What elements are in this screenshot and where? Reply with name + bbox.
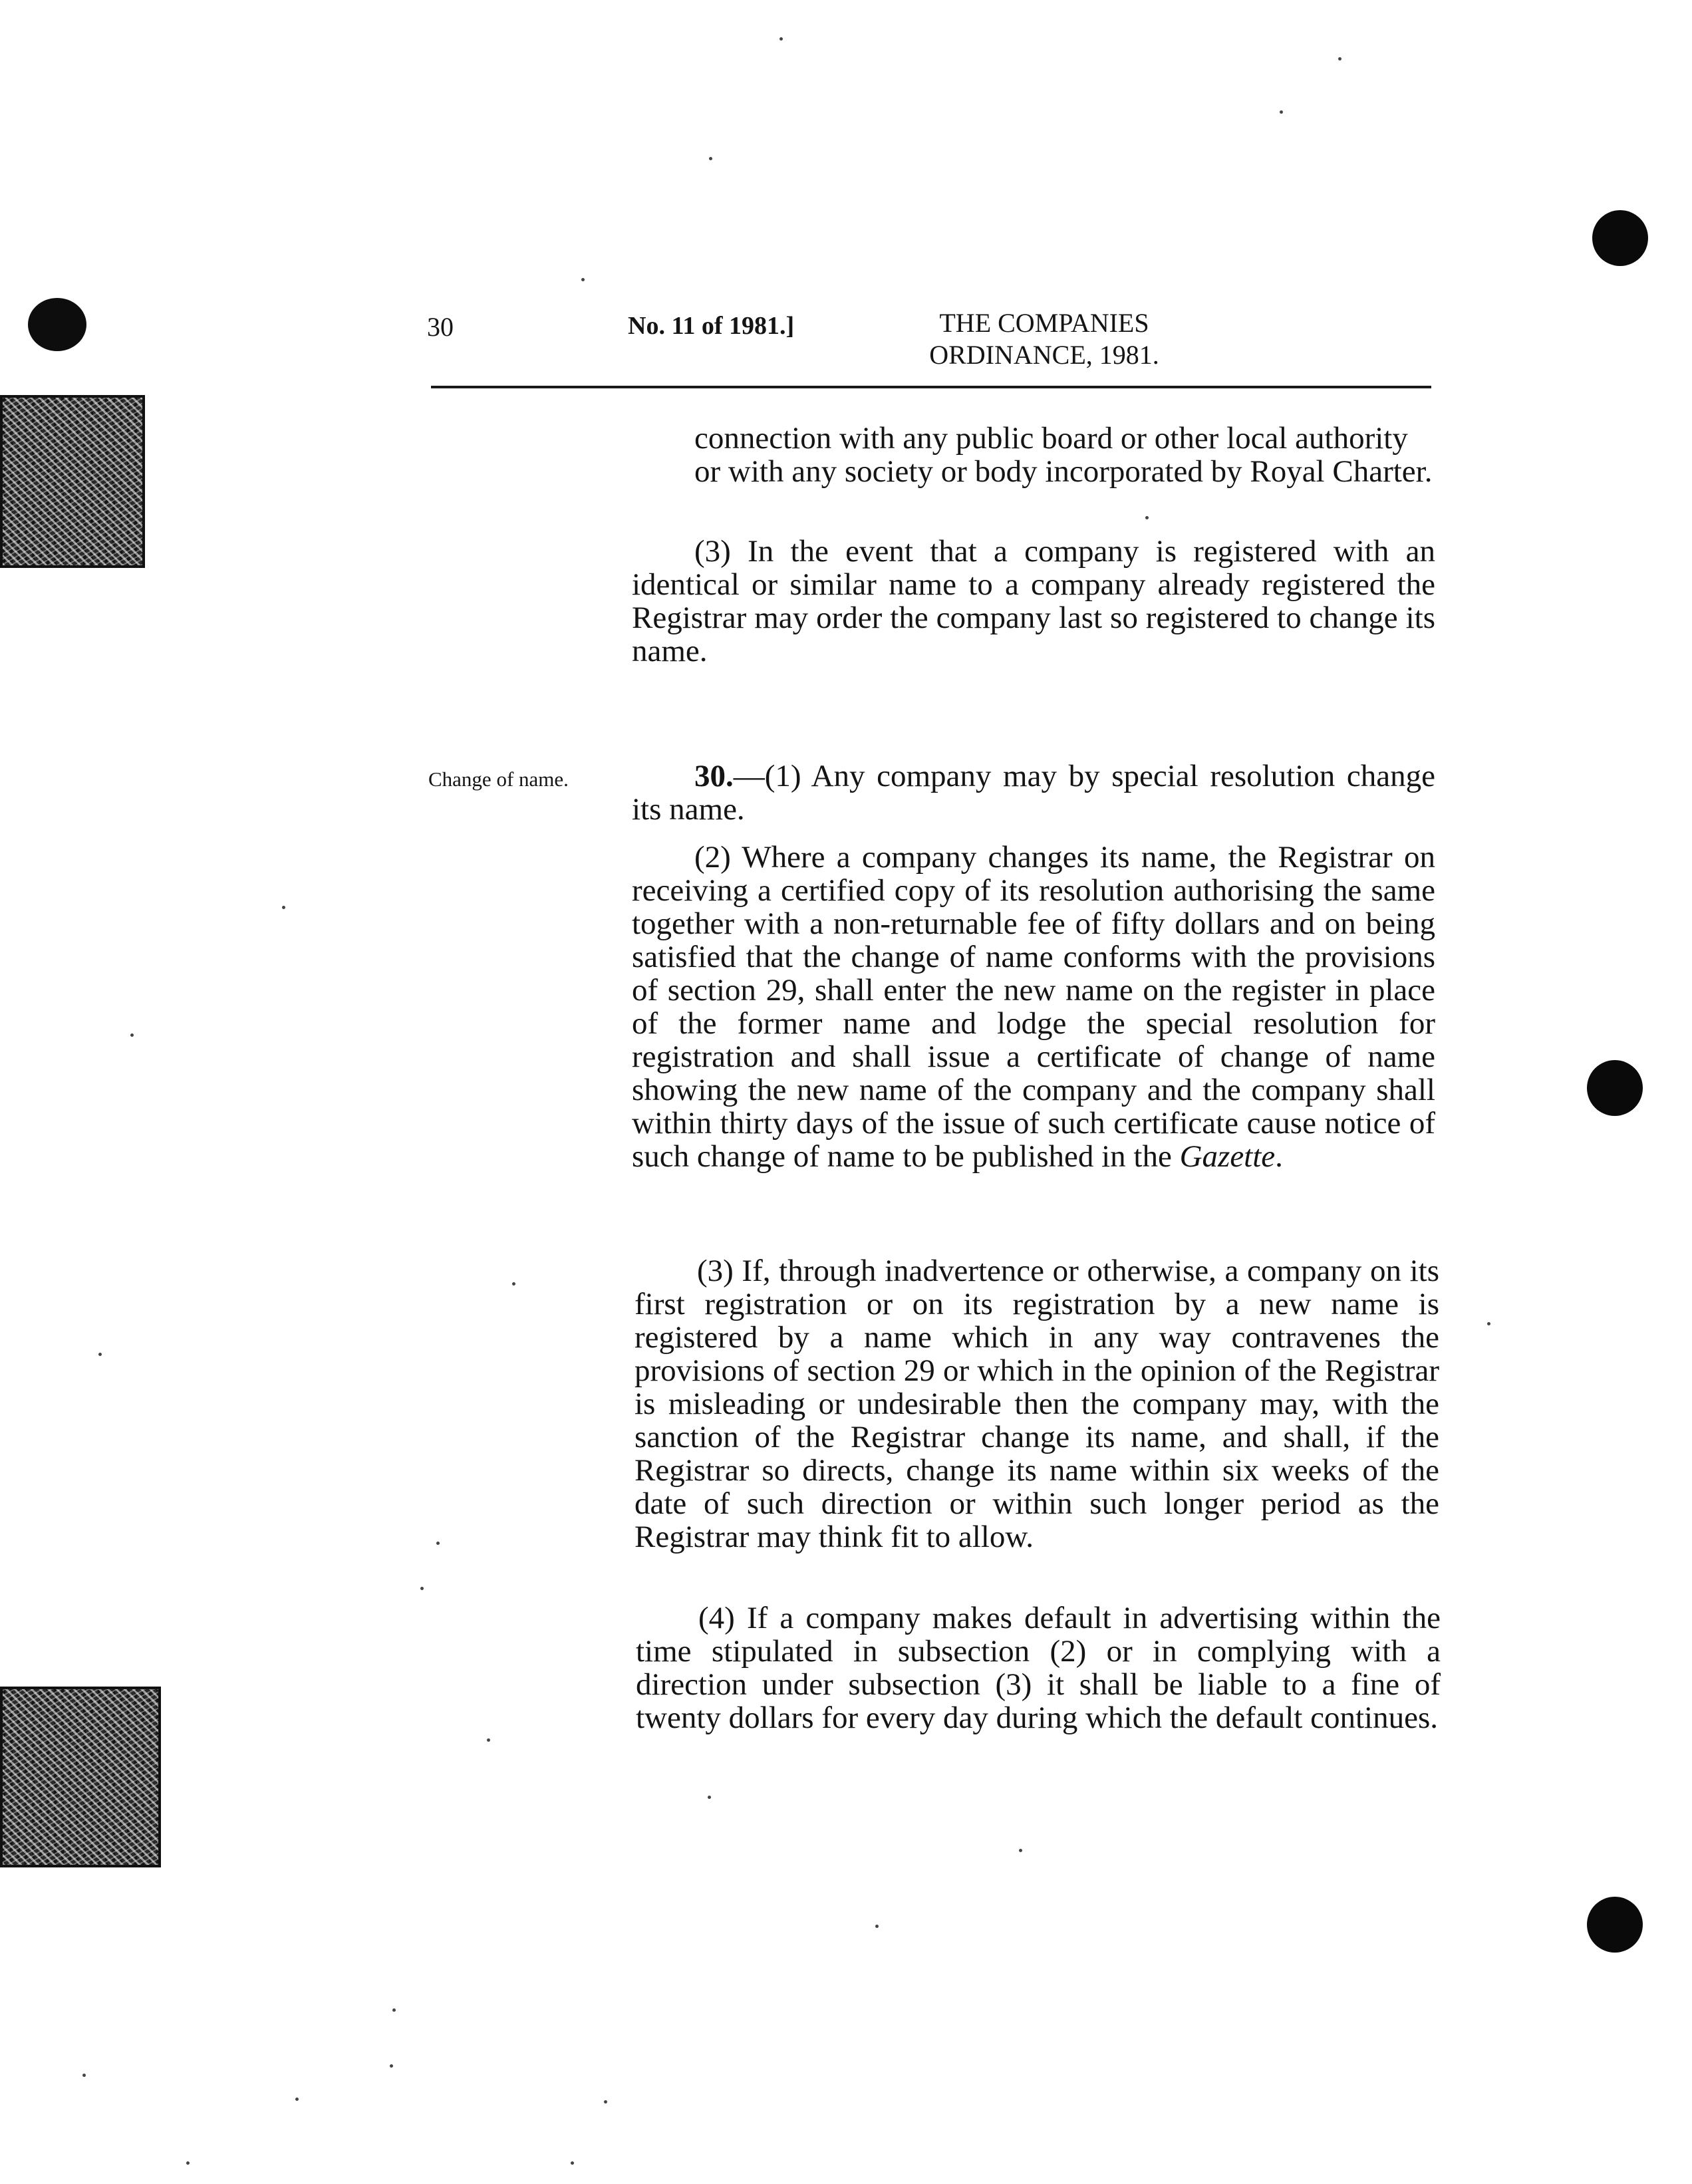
scan-speck <box>420 1587 424 1590</box>
scan-speck <box>708 1796 711 1799</box>
subsection-1-text: —(1) Any company may by special resolution change its name. <box>632 759 1435 827</box>
act-reference: No. 11 of 1981.] <box>628 312 795 340</box>
scan-speck <box>390 2064 393 2068</box>
header-rule <box>431 386 1431 388</box>
section-30-subsection-4: (4) If a company makes default in advertising within the time stipulated in subsection (2) or in complying with a direction under subsection (3) it shall be liable to a fine of twenty dollars for every day during which the default continues. <box>636 1601 1441 1735</box>
scan-speck <box>581 278 585 281</box>
section-30-subsection-1 <box>632 759 1435 826</box>
section-number: 30. <box>694 759 734 793</box>
section-30-subsection-3: (3) If, through inadvertence or otherwise, a company on its first registration or on its registration by a new name is registered by a name which in any way contravenes the provisions of section 29 or which in the opinion of the Registrar is misleading or undesirable then the company may, with the sanction of the Registrar change its name, and shall, if the Registrar so directs, change its name within six weeks of the date of such direction or within such longer period as the Registrar may think fit to allow. <box>634 1254 1439 1554</box>
scan-noise-top-left <box>0 395 145 568</box>
scan-speck <box>571 2161 574 2165</box>
scan-speck <box>1019 1849 1022 1852</box>
scan-speck <box>875 1925 879 1928</box>
scan-speck <box>436 1542 440 1545</box>
scan-speck <box>1145 516 1149 519</box>
subsection-2-text: (2) Where a company changes its name, the Registrar on receiving a certified copy of its resolution authorising the same together with a non-returnable fee of fifty dollars and on being satisfied that the change of name conforms with the provisions of section 29, shall enter the new name on the register in place of the former name and lodge the special resolution for registration and shall issue a certificate of change of name showing the new name of the company and the company shall within thirty days of the issue of such certificate cause notice of such change of name to be published in the <box>632 840 1435 1174</box>
scan-speck <box>1280 110 1283 114</box>
punch-hole-middle-right <box>1587 1060 1643 1116</box>
punch-hole-left <box>28 298 86 351</box>
scan-speck <box>392 2008 396 2012</box>
previous-subsection-3: (3) In the event that a company is registered with an identical or similar name to a company already registered the Registrar may order the company last so registered to change its name. <box>632 534 1435 668</box>
section-30-subsection-2 <box>632 841 1435 1173</box>
scan-noise-bottom-left <box>0 1687 161 1867</box>
gazette-title: Gazette <box>1179 1139 1276 1174</box>
scan-speck <box>779 37 783 41</box>
scan-speck <box>1338 57 1341 61</box>
scan-speck <box>709 157 712 160</box>
running-title <box>891 307 1197 371</box>
scan-speck <box>186 2161 190 2165</box>
running-title-line-2: ORDINANCE, 1981. <box>929 340 1159 370</box>
subsection-2-end: . <box>1275 1139 1283 1174</box>
scan-speck <box>295 2098 299 2101</box>
scan-speck <box>487 1738 490 1742</box>
scan-speck <box>604 2100 607 2104</box>
scan-speck <box>82 2074 86 2077</box>
scan-speck <box>282 906 285 909</box>
scan-speck <box>1487 1322 1490 1325</box>
scan-speck <box>512 1282 515 1286</box>
punch-hole-top-right <box>1592 210 1648 266</box>
page-number: 30 <box>427 312 454 342</box>
scan-speck <box>98 1353 102 1356</box>
running-title-line-1: THE COMPANIES <box>939 308 1149 338</box>
punch-hole-bottom-right <box>1587 1897 1643 1953</box>
scan-speck <box>130 1033 134 1037</box>
marginal-note: Change of name. <box>428 767 569 791</box>
continuation-paragraph: connection with any public board or other local authority or with any society or body incorporated by Royal Charter. <box>694 421 1433 489</box>
